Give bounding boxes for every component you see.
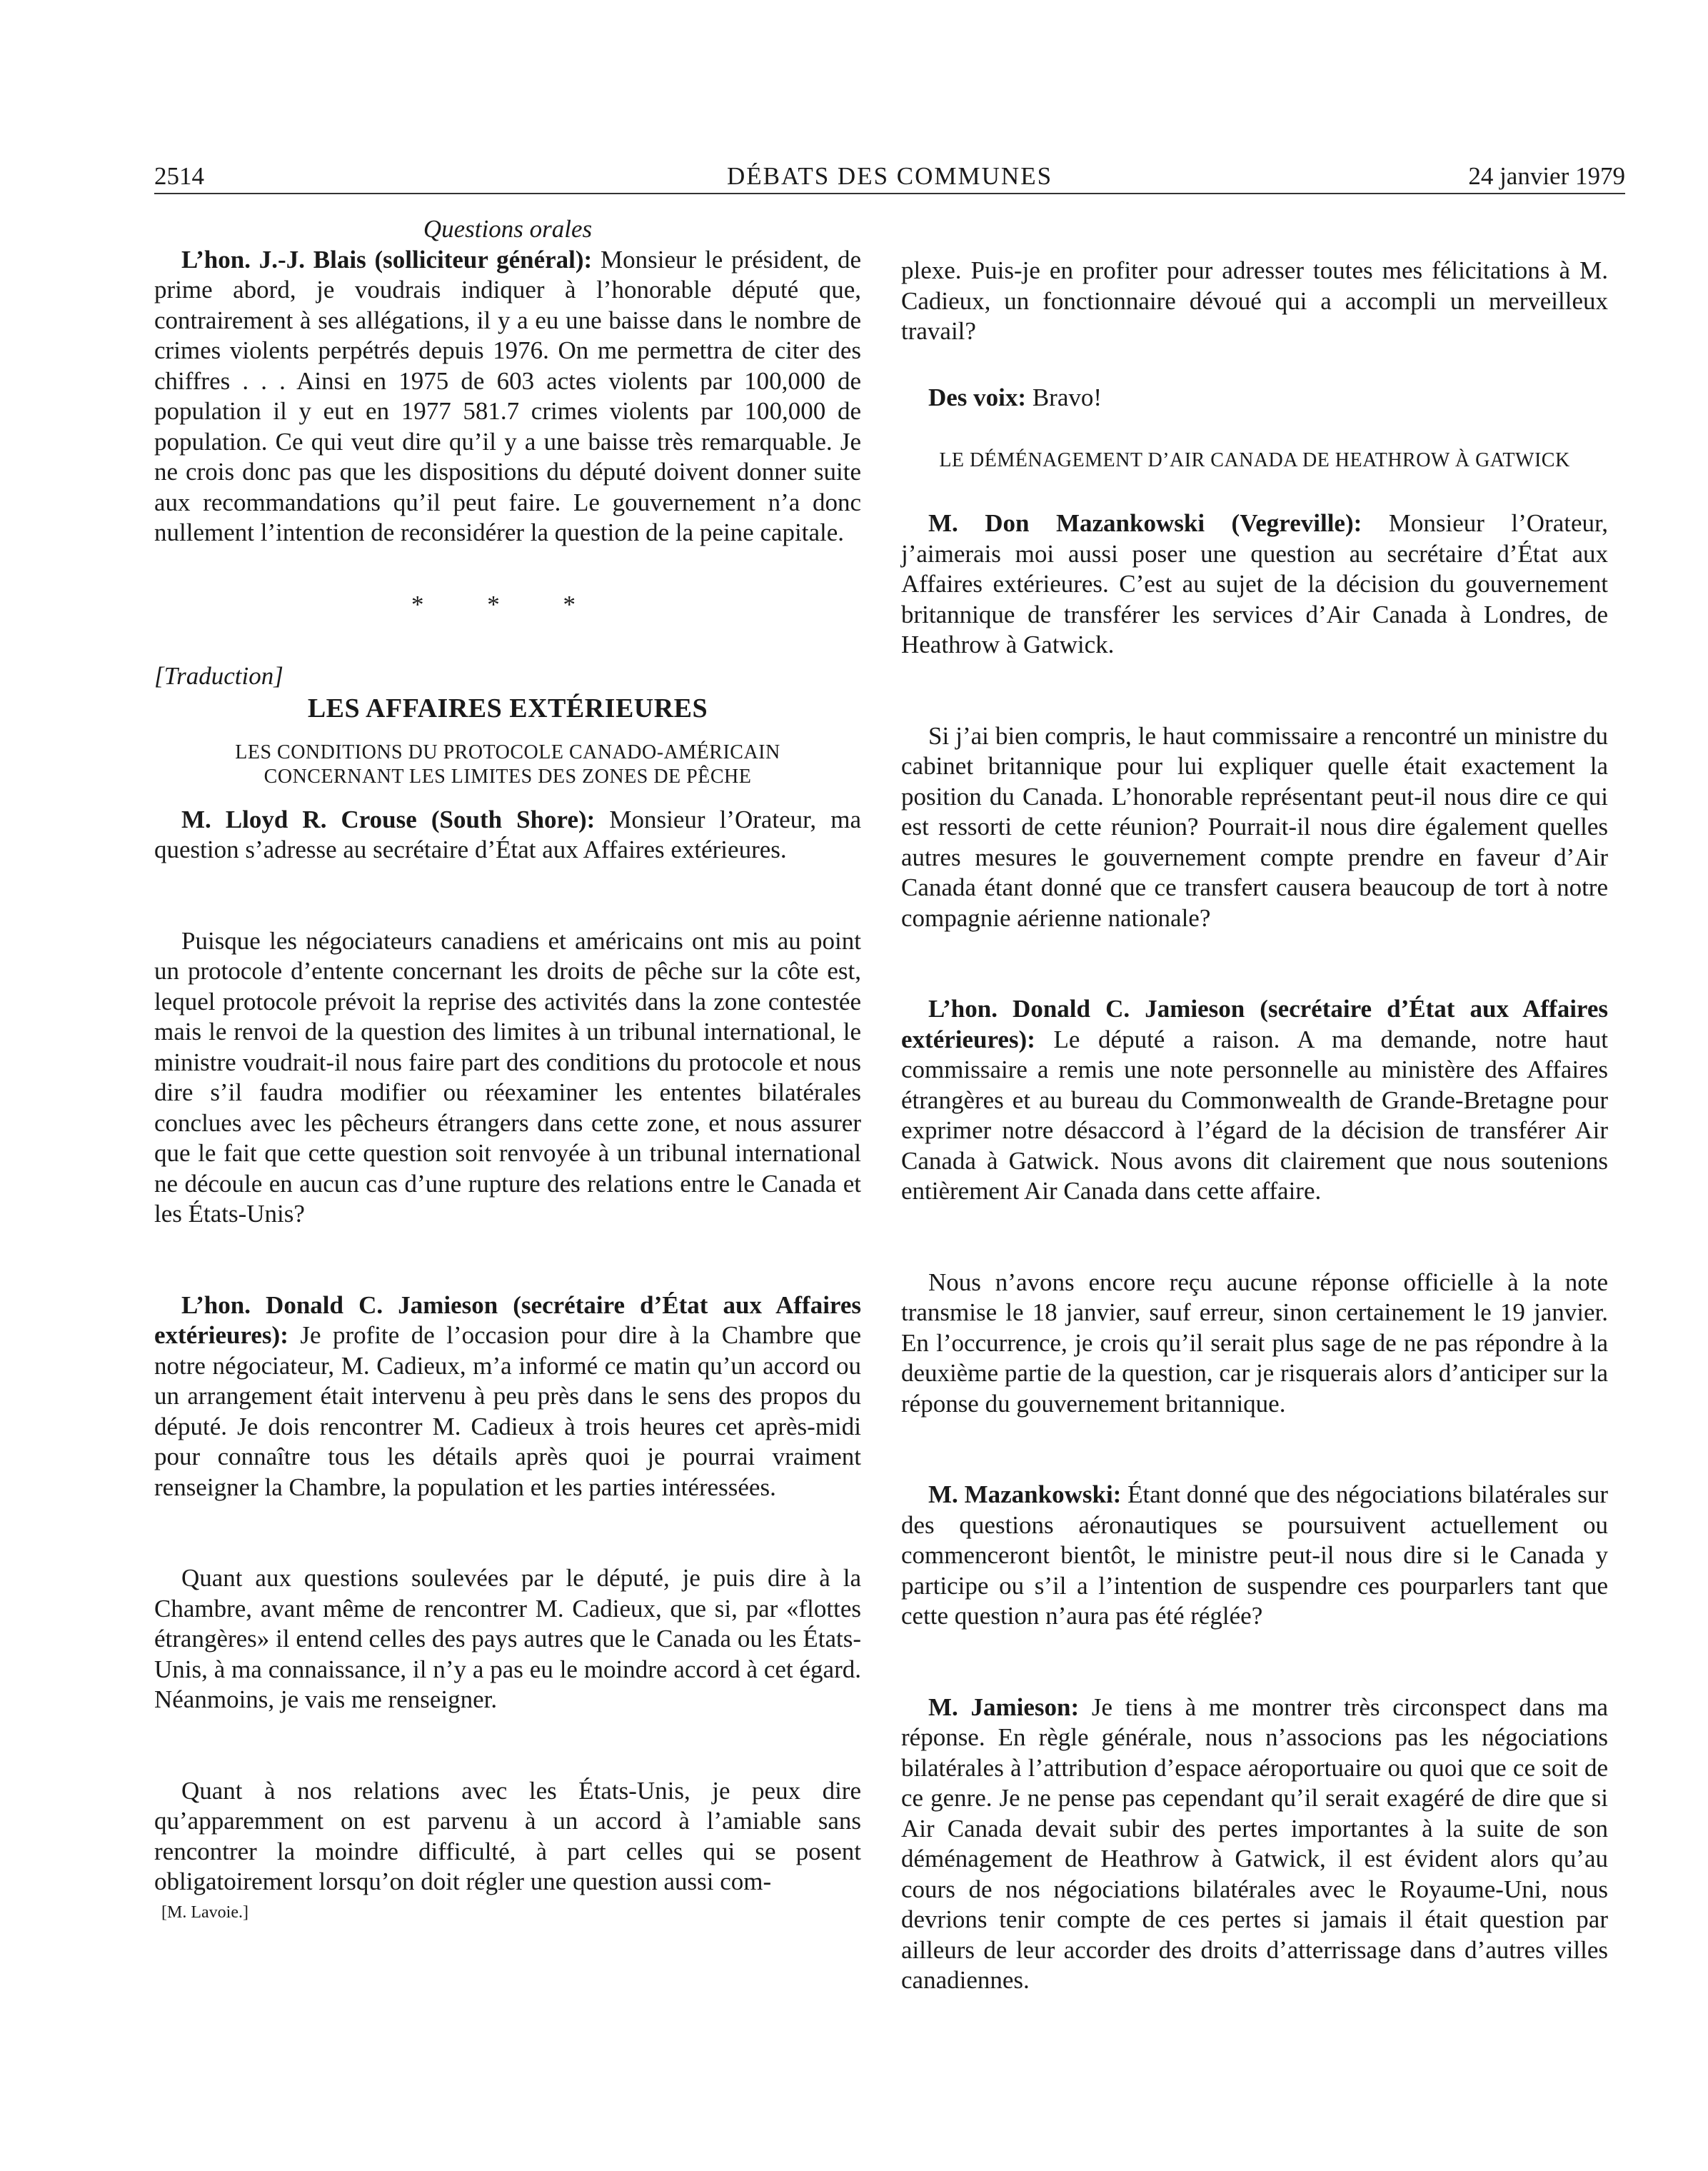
speaker-name: Des voix: <box>928 383 1027 411</box>
paragraph-jamieson-2: Quant aux questions soulevées par le député, je puis dire à la Chambre, avant même de rencontrer M. Cadieux, que si, par «flottes étrangères» il entend celles des pays autres que le Canada ou les États-Unis, à ma connaissance, il n’y a pas eu le moindre accord à cet égard. Néanmoins, je vais me renseigner. <box>154 1564 861 1713</box>
page-number: 2514 <box>154 162 204 190</box>
speech-text: Le député a raison. A ma demande, notre haut commissaire a remis une note personnelle au ministère des Affaires étrangères et au bureau du Commonwealth de Grande-Bretagne pour exprimer notre désaccord à l’égard de la décision de transférer Air Canada à Gatwick. Nous avons dit clairement que nous soutenions entièrement Air Canada dans cette affaire. <box>901 1025 1608 1205</box>
paragraph-crouse-question: Puisque les négociateurs canadiens et américains ont mis au point un protocole d’entente concernant les droits de pêche sur la côte est, lequel protocole prévoit la reprise des activités dans la zone contestée mais le renvoi de la question des limites à un tribunal international, le ministre voudrait-il nous faire part des conditions du protocole et nous dire s’il faudra modifier ou réexaminer les ententes bilatérales conclues avec les pêcheurs étrangers dans cette zone, et nous assurer que le fait que cette question soit renvoyée à un tribunal international ne découle en aucun cas d’une rupture des relations entre le Canada et les États-Unis? <box>154 926 861 1228</box>
translation-note: [Traduction] <box>154 662 283 690</box>
footnote-speaker: [M. Lavoie.] <box>161 1902 248 1922</box>
speaker-name: M. Jamieson: <box>928 1693 1080 1721</box>
speaker-name: M. Mazankowski: <box>928 1480 1122 1508</box>
sub-heading-line-2: CONCERNANT LES LIMITES DES ZONES DE PÊCHE <box>263 765 752 788</box>
publication-title: DÉBATS DES COMMUNES <box>726 162 1053 190</box>
speech-text: Je tiens à me montrer très circonspect dans ma réponse. En règle générale, nous n’associons pas les négociations bilatérales à l’attribution d’espace aéroportuaire ou quoi que ce soit de ce genre. Je ne pense pas cependant qu’il serait exagéré de dire que si Air Canada devait subir des pertes importantes à la suite de son déménagement de Heathrow à Gatwick, il est évident alors qu’au cours de nos négociations bilatérales avec le Royaume-Uni, nous devrions tenir compte de ces pertes si jamais il était question par ailleurs de leur accorder des droits d’atterrissage dans d’autres villes canadiennes. <box>901 1693 1608 1994</box>
speaker-name: L’hon. J.-J. Blais (solliciteur général): <box>181 245 593 274</box>
paragraph-blais <box>154 245 861 548</box>
paragraph-mazankowski-2: Si j’ai bien compris, le haut commissaire a rencontré un ministre du cabinet britannique pour lui expliquer quelle était exactement la position du Canada. L’honorable représentant peut-il nous dire ce qui est ressorti de cette réunion? Pourrait-il nous dire également quelles autres mesures le gouvernement compte prendre en faveur d’Air Canada étant donné que ce transfert causera beaucoup de tort à notre compagnie aérienne nationale? <box>901 721 1608 932</box>
paragraph-voices <box>901 383 1608 413</box>
speech-text: Monsieur le président, de prime abord, je voudrais indiquer à l’honorable député que, contrairement à ses allégations, il y a eu une baisse dans le nombre de crimes violents perpétrés depuis 1976. On me permettra de citer des chiffres . . . Ainsi en 1975 de 603 actes violents par 100,000 de population il y eut en 1977 581.7 crimes violents par 100,000 de population. Ce qui veut dire qu’il y a une baisse très remarquable. Je ne crois donc pas que les dispositions du député doivent donner suite aux recommandations qu’il peut faire. Le gouvernement n’a donc nullement l’intention de reconsidérer la question de la peine capitale. <box>154 245 861 546</box>
main-heading: LES AFFAIRES EXTÉRIEURES <box>307 693 708 723</box>
paragraph-jamieson-reply-2: Nous n’avons encore reçu aucune réponse officielle à la note transmise le 18 janvier, sauf erreur, sinon certainement le 19 janvier. En l’occurrence, je crois qu’il serait plus sage de ne pas répondre à la deuxième partie de la question, car je risquerais alors d’anticiper sur la réponse du gouvernement britannique. <box>901 1268 1608 1418</box>
running-head <box>154 159 1625 194</box>
section-heading-air-canada: LE DÉMÉNAGEMENT D’AIR CANADA DE HEATHROW À GATWICK <box>939 449 1570 471</box>
paragraph-jamieson-final <box>901 1693 1608 1996</box>
paragraph-crouse <box>154 805 861 866</box>
sitting-date: 24 janvier 1979 <box>1468 162 1625 190</box>
paragraph-jamieson-reply <box>901 994 1608 1207</box>
speech-text: Je profite de l’occasion pour dire à la Chambre que notre négociateur, M. Cadieux, m’a informé ce matin qu’un accord ou un arrangement était intervenu à peu près dans le sens des propos du député. Je dois rencontrer M. Cadieux à trois heures cet après-midi pour connaître tous les détails après quoi je pourrai vraiment renseigner la Chambre, la population et les parties intéressées. <box>154 1321 861 1501</box>
paragraph-jamieson <box>154 1290 861 1503</box>
header-rule <box>154 193 1625 194</box>
speaker-name: M. Lloyd R. Crouse (South Shore): <box>181 805 596 833</box>
section-heading: Questions orales <box>423 215 593 243</box>
paragraph-mazankowski-3 <box>901 1480 1608 1632</box>
speech-text: Monsieur l’Orateur, ma question s’adresse au secrétaire d’État aux Affaires extérieures. <box>154 805 861 863</box>
paragraph-continued: plexe. Puis-je en profiter pour adresser toutes mes félicitations à M. Cadieux, un fonctionnaire dévoué qui a accompli un merveilleux travail? <box>901 256 1608 345</box>
speaker-name: M. Don Mazankowski (Vegreville): <box>928 509 1362 537</box>
speaker-name: L’hon. Donald C. Jamieson (secrétaire d’État aux Affaires extérieures): <box>154 1290 861 1349</box>
speech-text: Bravo! <box>1026 383 1102 411</box>
speech-text: Étant donné que des négociations bilatérales sur des questions aéronautiques se poursuivent actuellement ou commenceront bientôt, le ministre peut-il nous dire si le Canada y participe ou s’il a l’intention de suspendre ces pourparlers tant que cette question n’aura pas été réglée? <box>901 1480 1608 1630</box>
right-column <box>901 256 1608 1996</box>
speaker-name: L’hon. Donald C. Jamieson (secrétaire d’État aux Affaires extérieures): <box>901 995 1608 1053</box>
paragraph-jamieson-3: Quant à nos relations avec les États-Unis, je peux dire qu’apparemment on est parvenu à un accord à l’amiable sans rencontrer la moindre difficulté, à part celles qui se posent obligatoirement lorsqu’on doit régler une question aussi com- <box>154 1776 861 1895</box>
sub-heading-line-1: LES CONDITIONS DU PROTOCOLE CANADO-AMÉRICAIN <box>235 741 780 763</box>
paragraph-mazankowski <box>901 508 1608 661</box>
speech-text: Monsieur l’Orateur, j’aimerais moi aussi poser une question au secrétaire d’État aux Affaires extérieures. C’est au sujet de la décision du gouvernement britannique de transférer les services d’Air Canada à Londres, de Heathrow à Gatwick. <box>901 509 1608 658</box>
left-column <box>154 214 861 1923</box>
section-separator: * * * <box>411 590 604 618</box>
